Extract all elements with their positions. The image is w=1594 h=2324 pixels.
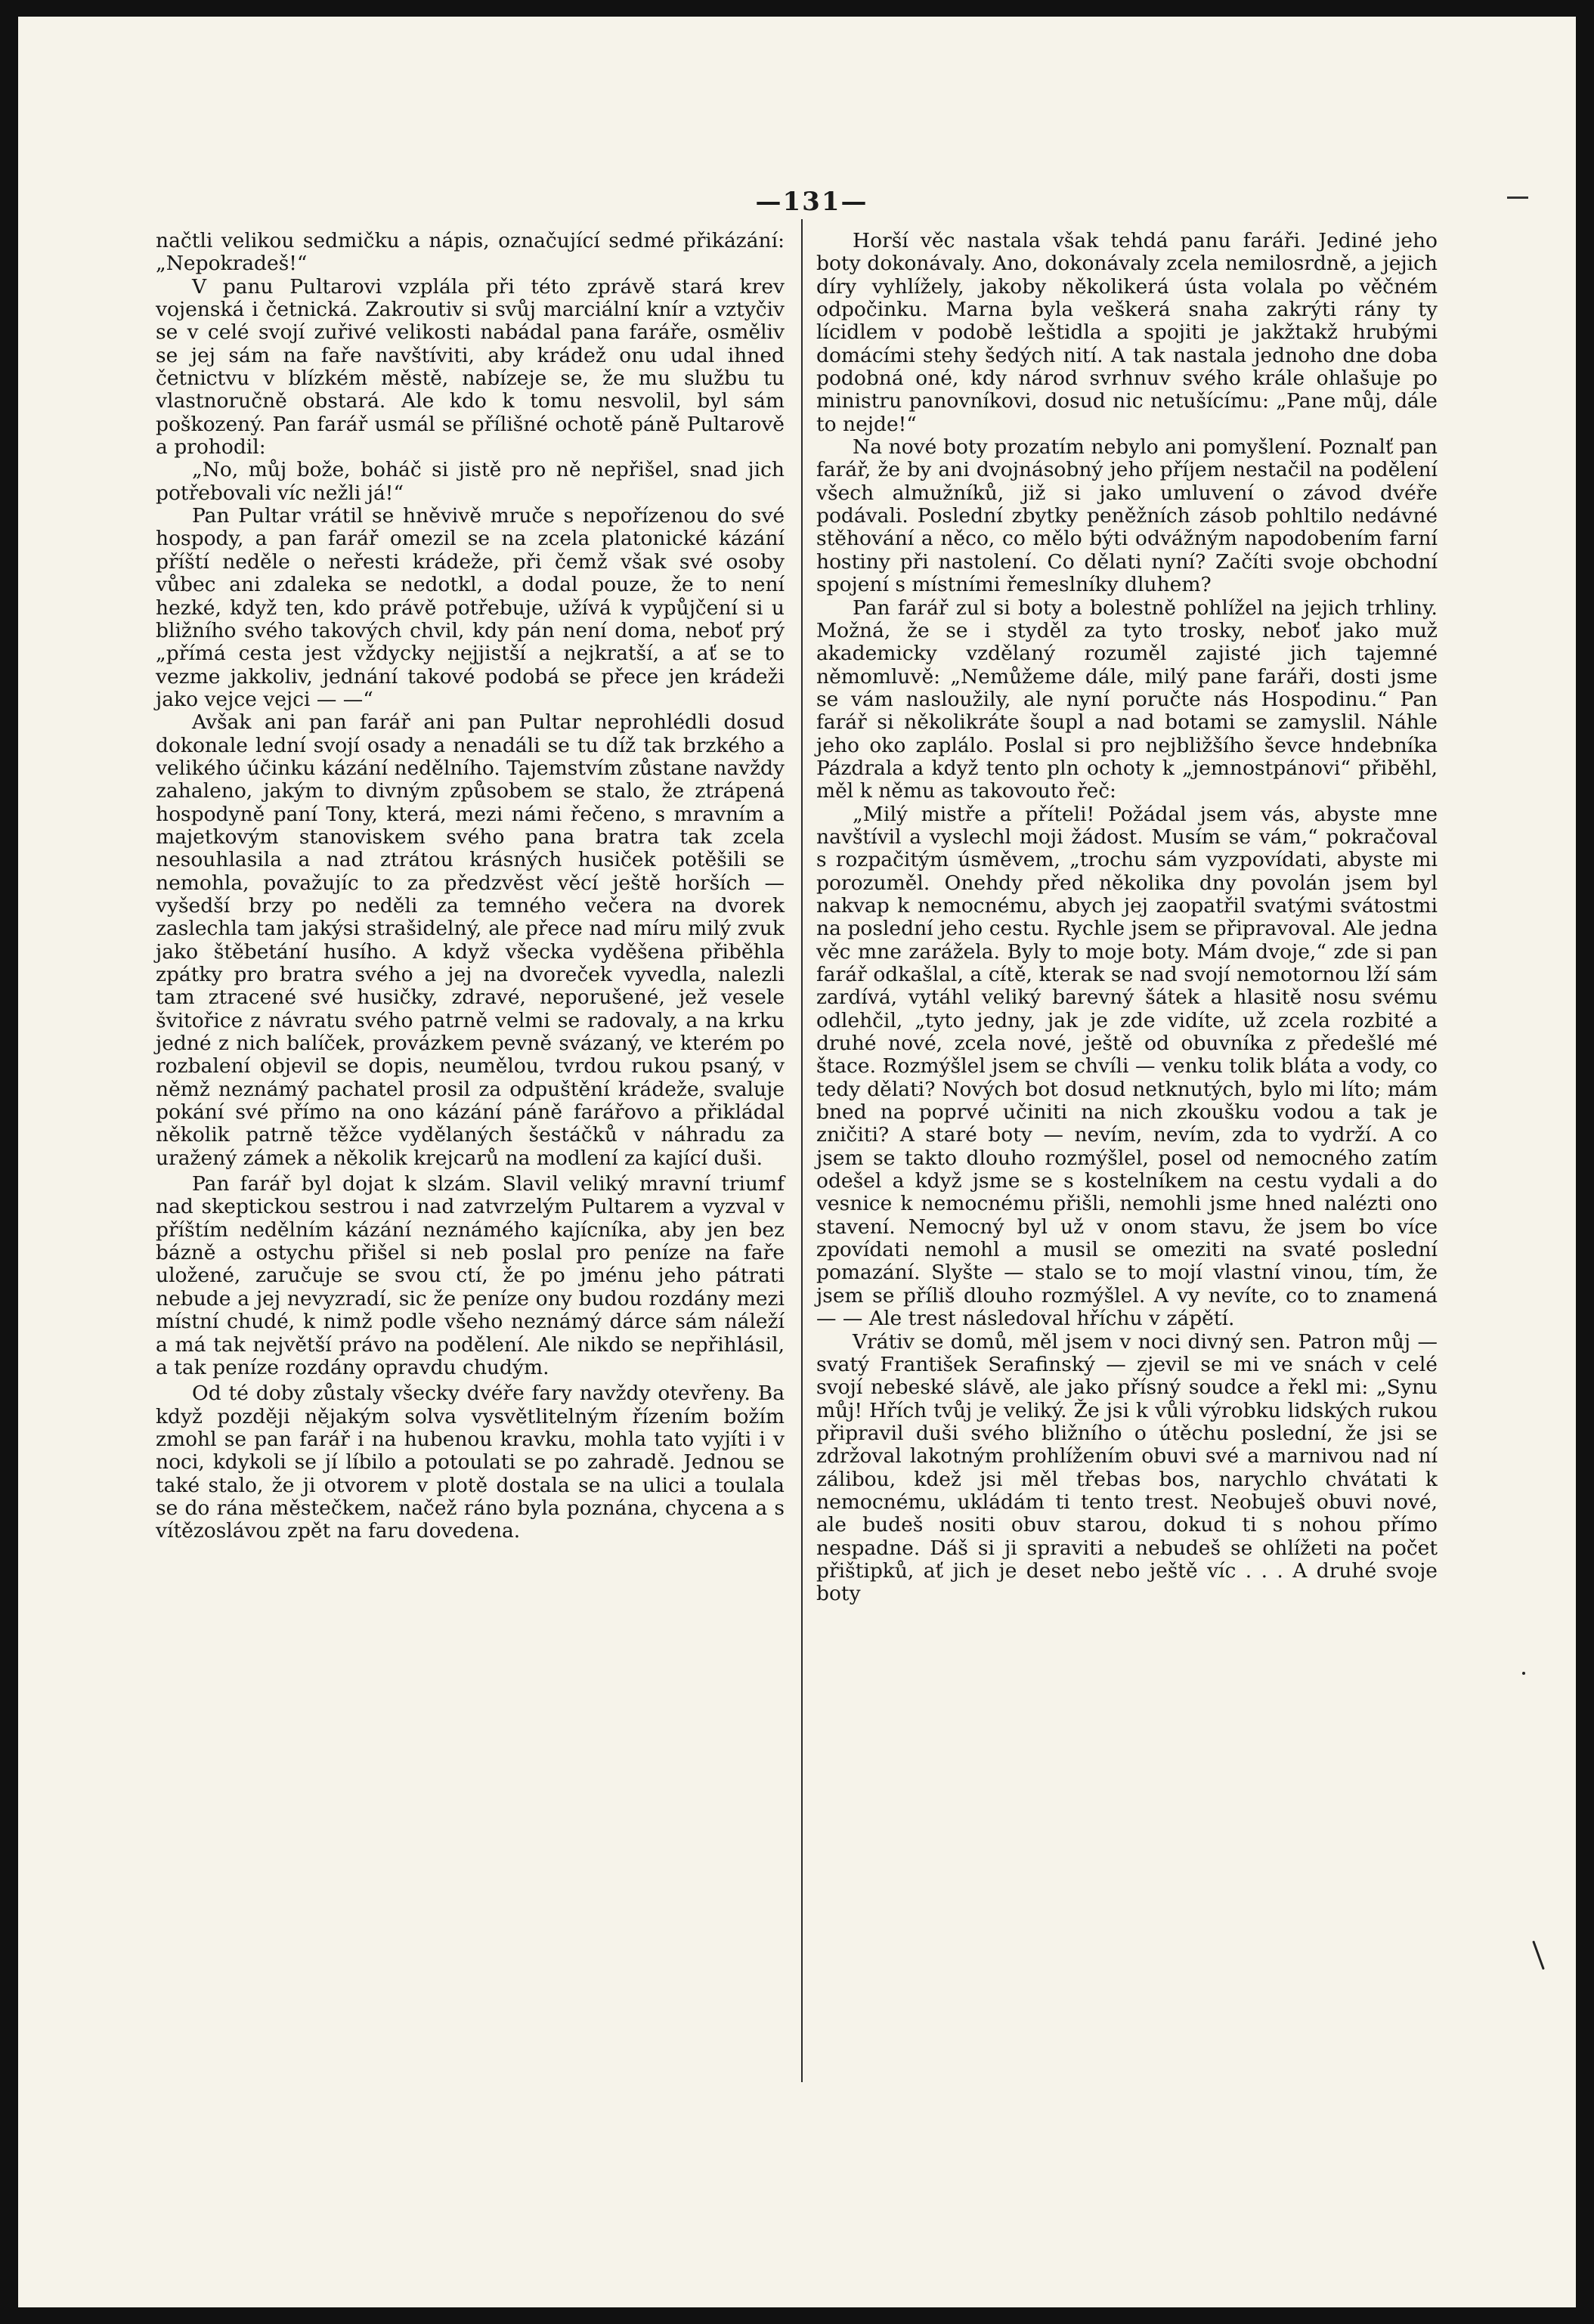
newspaper-page	[18, 17, 1576, 2307]
ink-speck	[1522, 1672, 1525, 1675]
paragraph: Pan farář byl dojat k slzám. Slavil veliký mravní triumf nad skeptickou sestrou i nad zatvrzelým Pultarem a vyzval v příštím nedělním kázání neznámého kajícníka, aby jen bez bázně a ostychu přišel si neb poslal pro peníze na faře uložené, zaručuje se svou ctí, že po jménu jeho pátrati nebude a jej nevyzradí, sic že peníze ony budou rozdány mezi místní chudé, k nimž podle všeho neznámý dárce sám náleží a má tak největší právo na podělení. Ale nikdo se nepřihlásil, a tak peníze rozdány opravdu chudým.	[156, 1172, 785, 1379]
paragraph: „No, můj bože, boháč si jistě pro ně nepřišel, snad jich potřebovali víc nežli já!“	[156, 458, 785, 505]
paragraph: „Milý mistře a příteli! Požádal jsem vás, abyste mne navštívil a vyslechl moji žádost. Musím se vám,“ pokračoval s rozpačitým úsměvem, „trochu sám vyzpovídati, abyste mi porozuměl. Onehdy před několika dny povolán jsem byl nakvap k nemocnému, abych jej zaopatřil svatými svátostmi na poslední jeho cestu. Rychle jsem se připravoval. Ale jedna věc mne zarážela. Byly to moje boty. Mám dvoje,“ zde si pan farář odkašlal, a cítě, kterak se nad svojí nemotornou lží sám zardívá, vytáhl veliký barevný šátek a hlasitě nosu svému odlehčil, „tyto jedny, jak je zde vidíte, už zcela rozbité a druhé nové, zcela nové, ještě od obuvníka z předešlé mé štace. Rozmýšlel jsem se chvíli — venku tolik bláta a vody, co tedy dělati? Nových bot dosud netknutých, bylo mi líto; mám bned na poprvé učiniti na nich zkoušku vodou a tak je zničiti? A staré boty — nevím, nevím, zda to vydrží. A co jsem se takto dlouho rozmýšlel, posel od nemocného zatím odešel a když jsme se s kostelníkem na cestu vydali a do vesnice k nemocnému přišli, nemohli jsme hned nalézti ono stavení. Nemocný byl už v onom stavu, že jsem bo více zpovídati nemohl a musil se omeziti na svaté poslední pomazání. Slyšte — stalo se to mojí vlastní vinou, tím, že jsem se příliš dlouho rozmýšlel. A vy nevíte, co to znamená — — Ale trest následoval hříchu v zápětí.	[816, 802, 1438, 1331]
right-text-column	[816, 230, 1438, 1606]
paragraph: V panu Pultarovi vzplála při této zprávě stará krev vojenská i četnická. Zakroutiv si svůj marciální knír a vztyčiv se v celé svojí zuřivé velikosti nabádal pana faráře, osměliv se jej sám na faře navštíviti, aby krádež onu udal ihned četnictvu v blízkém městě, nabízeje se, že mu službu tu vlastnoručně obstará. Ale kdo k tomu nesvolil, byl sám poškozený. Pan farář usmál se přílišné ochotě páně Pultarově a prohodil:	[156, 274, 785, 460]
ink-stroke	[1532, 1941, 1545, 1970]
paragraph: Na nové boty prozatím nebylo ani pomyšlení. Poznalť pan farář, že by ani dvojnásobný jeho příjem nestačil na podělení všech almužníků, již si jako umluvení o závod dvéře podávali. Poslední zbytky peněžních zásob pohltilo nedávné stěhování a něco, co mělo býti odvážným napodobením farní hostiny při nastolení. Co dělati nyní? Začíti svoje obchodní spojení s místními řemeslníky dluhem?	[816, 435, 1438, 597]
paragraph: Pan Pultar vrátil se hněvivě mruče s nepořízenou do své hospody, a pan farář omezil se na zcela platonické kázání příští neděle o neřesti krádeže, při čemž však své osoby vůbec ani zdaleka se nedotkl, a dodal pouze, že to není hezké, když ten, kdo právě potřebuje, užívá k vypůjčení si u bližního svého takových chvil, kdy pán není doma, neboť prý „přímá cesta jest vždycky nejjistší a nejkratší, a ať se to vezme jakkoliv, jednání takové podobá se přece jen krádeži jako vejce vejci — —“	[156, 504, 785, 711]
paragraph: Horší věc nastala však tehdá panu faráři. Jediné jeho boty dokonávaly. Ano, dokonávaly zcela nemilosrdně, a jejich díry vyhlížely, jakoby několikerá ústa volala po věčném odpočinku. Marna byla veškerá snaha zakrýti rány ty lícidlem v podobě leštidla a spojiti je jakžtakž hrubými domácími stehy šedých nití. A tak nastala jednoho dne doba podobná oné, kdy národ svrhnuv svého krále ohlašuje po ministru panovníkovi, dosud nic netušícímu: „Pane můj, dále to nejde!“	[816, 229, 1438, 436]
paragraph: Avšak ani pan farář ani pan Pultar neprohlédli dosud dokonale lední svojí osady a nenadáli se tu díž tak brzkého a velikého účinku kázání nedělního. Tajemstvím zůstane navždy zahaleno, jakým to divným způsobem se stalo, že ztrápená hospodyně paní Tony, která, mezi námi řečeno, s mravním a majetkovým stanoviskem svého pana bratra tak zcela nesouhlasila a nad ztrátou krásných husiček potěšili se nemohla, považujíc to za předzvěst věcí ještě horších — vyšedší brzy po neděli za temného večera na dvorek zaslechla tam jakýsi strašidelný, ale přece nad míru milý zvuk jako štěbetání husího. A když všecka vyděšena přiběhla zpátky pro bratra svého a jej na dvoreček vyvedla, nalezli tam ztracené své husičky, zdravé, neporušené, jež vesele švitořice z návratu svého patrně velmi se radovaly, a na krku jedné z nich balíček, provázkem pevně svázaný, ve kterém po rozbalení objevil se dopis, neumělou, tvrdou rukou psaný, v němž neznámý pachatel prosil za odpuštění krádeže, svaluje pokání své přímo na ono kázání páně farářovo a přikládal několik patrně těžce vydělaných šestáčků v náhradu za uražený zámek a několik krejcarů na modlení za kající duši.	[156, 710, 785, 1170]
left-text-column	[156, 230, 785, 1543]
paragraph: Pan farář zul si boty a bolestně pohlížel na jejich trhliny. Možná, že se i styděl za tyto trosky, neboť jako muž akademicky vzdělaný rozuměl zajisté jich tajemné němomluvě: „Nemůžeme dále, milý pane faráři, dosti jsme se vám nasloužily, ale nyní poručte nás Hospodinu.“ Pan farář si několikráte šoupl a nad botami se zamyslil. Náhle jeho oko zaplálo. Poslal si pro nejbližšího ševce hndebníka Pázdrala a když tento pln ochoty k „jemnostpánovi“ přiběhl, měl k němu as takovouto řeč:	[816, 596, 1438, 803]
paragraph: Od té doby zůstaly všecky dvéře fary navždy otevřeny. Ba když později nějakým solva vysvětlitelným řízením božím zmohl se pan farář i na hubenou kravku, mohla tato vyjíti i v noci, kdykoli se jí líbilo a potoulati se po zahradě. Jednou se také stalo, že ji otvorem v plotě dostala se na ulici a toulala se do rána městečkem, načež ráno byla poznána, chycena a s vítězoslávou zpět na faru dovedena.	[156, 1382, 785, 1543]
margin-dash	[1507, 197, 1528, 199]
column-divider-rule	[801, 219, 803, 2082]
paragraph: Vrátiv se domů, měl jsem v noci divný sen. Patron můj — svatý František Serafinský — zjevil se mi ve snách v celé svojí nebeské slávě, ale jako přísný soudce a řekl mi: „Synu můj! Hřích tvůj je veliký. Že jsi k vůli výrobku lidských rukou připravil duši svého bližního o útěchu poslední, že jsi se zdržoval lakotným prohlížením obuvi své a marnivou nad ní zálibou, kdež jsi měl třebas bos, narychlo chvátati k nemocnému, ukládám ti tento trest. Neobuješ obuvi nové, ale budeš nositi obuv starou, dokud ti s nohou přímo nespadne. Dáš si ji spraviti a nebudeš se ohlížeti na počet přištipků, ať jich je deset nebo ještě víc . . . A druhé svoje boty	[816, 1329, 1438, 1606]
page-number: —131—	[755, 187, 868, 217]
paragraph: načtli velikou sedmičku a nápis, označující sedmé přikázání: „Nepokradeš!“	[156, 229, 785, 276]
